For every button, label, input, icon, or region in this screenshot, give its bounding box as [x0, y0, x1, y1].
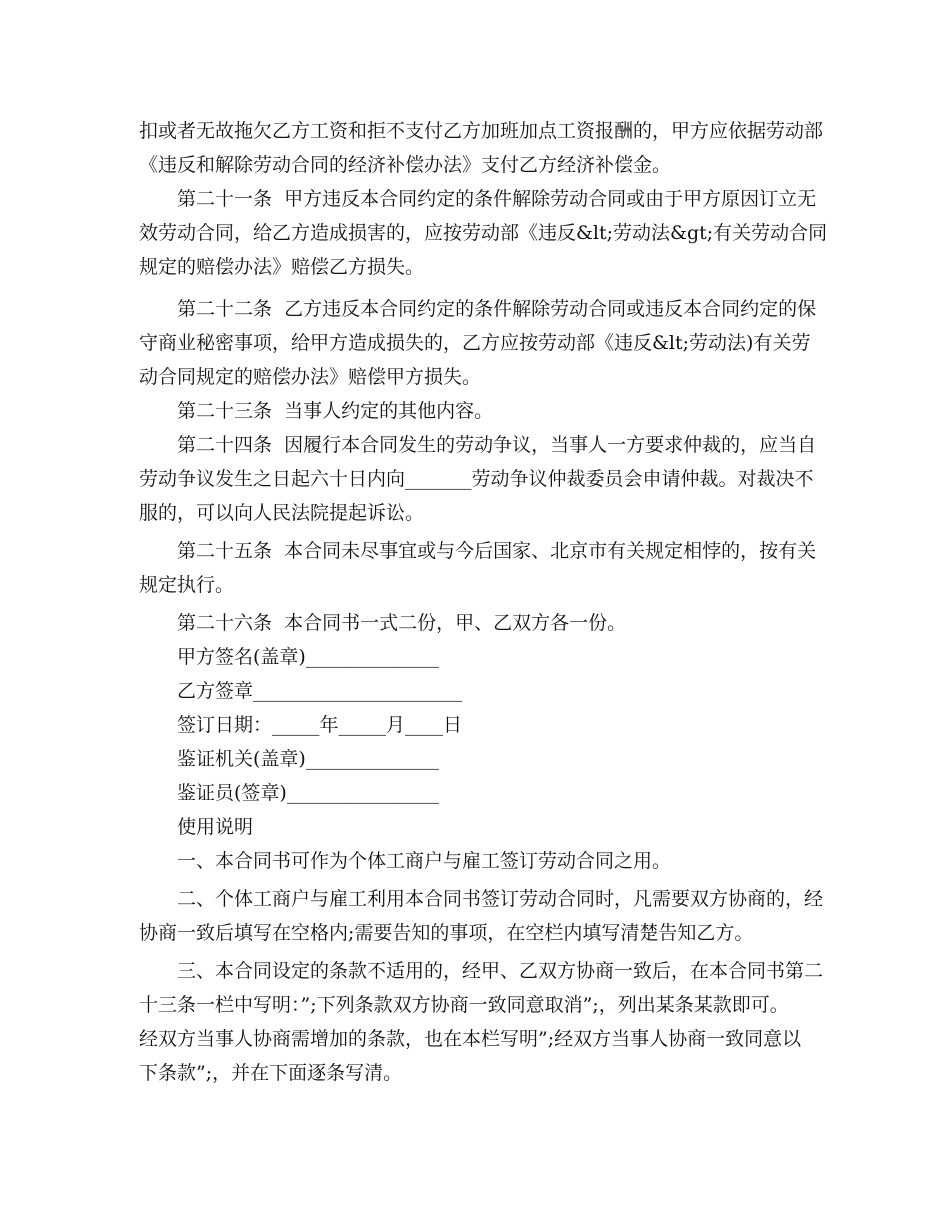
article-22-heading-line: 第二十二条 乙方违反本合同约定的条件解除劳动合同或违反本合同约定的保 — [177, 298, 817, 320]
party-a-signature-line: 甲方签名(盖章)______________ — [177, 646, 439, 668]
text-line: 扣或者无故拖欠乙方工资和拒不支付乙方加班加点工资报酬的，甲方应依据劳动部 — [139, 120, 824, 142]
text-line: 服的，可以向人民法院提起诉讼。 — [139, 502, 425, 524]
article-26-line: 第二十六条 本合同书一式二份，甲、乙双方各一份。 — [177, 612, 627, 634]
text-line: 十三条一栏中写明：”;下列条款双方协商一致同意取消”;，列出某条某款即可。 — [139, 994, 789, 1016]
text-line: 规定的赔偿办法》赔偿乙方损失。 — [139, 256, 425, 278]
text-line: 经双方当事人协商需增加的条款，也在本栏写明”;经双方当事人协商一致同意以 — [139, 1028, 802, 1050]
usage-notes-heading: 使用说明 — [177, 816, 254, 838]
usage-note-3-line: 三、本合同设定的条款不适用的，经甲、乙双方协商一致后，在本合同书第二 — [177, 960, 824, 982]
text-line: 效劳动合同，给乙方造成损害的，应按劳动部《违反&lt;劳动法&gt;有关劳动合同 — [139, 222, 828, 244]
article-21-heading-line: 第二十一条 甲方违反本合同约定的条件解除劳动合同或由于甲方原因订立无 — [177, 188, 817, 210]
usage-note-1: 一、本合同书可作为个体工商户与雇工签订劳动合同之用。 — [177, 850, 672, 872]
text-line: 动合同规定的赔偿办法》赔偿甲方损失。 — [139, 366, 482, 388]
authenticator-line: 鉴证员(签章)________________ — [177, 782, 439, 804]
text-line: 协商一致后填写在空格内;需要告知的事项，在空栏内填写清楚告知乙方。 — [139, 922, 754, 944]
authentication-authority-line: 鉴证机关(盖章)______________ — [177, 748, 439, 770]
text-line: 下条款”;，并在下面逐条写清。 — [139, 1062, 403, 1084]
article-24-heading-line: 第二十四条 因履行本合同发生的劳动争议，当事人一方要求仲裁的，应当自 — [177, 434, 817, 456]
text-line: 《违反和解除劳动合同的经济补偿办法》支付乙方经济补偿金。 — [139, 154, 672, 176]
sign-date-line: 签订日期：_____年_____月____日 — [177, 714, 463, 736]
party-b-signature-line: 乙方签章______________________ — [177, 680, 463, 702]
article-25-heading-line: 第二十五条 本合同未尽事宜或与今后国家、北京市有关规定相悖的，按有关 — [177, 540, 817, 562]
text-line: 守商业秘密事项，给甲方造成损失的，乙方应按劳动部《违反&lt;劳动法)有关劳 — [139, 332, 811, 354]
usage-note-2-line: 二、个体工商户与雇工利用本合同书签订劳动合同时，凡需要双方协商的，经 — [177, 888, 824, 910]
text-line: 规定执行。 — [139, 574, 235, 596]
article-23-line: 第二十三条 当事人约定的其他内容。 — [177, 400, 494, 422]
text-line: 劳动争议发生之日起六十日内向_______劳动争议仲裁委员会申请仲裁。对裁决不 — [139, 468, 814, 490]
